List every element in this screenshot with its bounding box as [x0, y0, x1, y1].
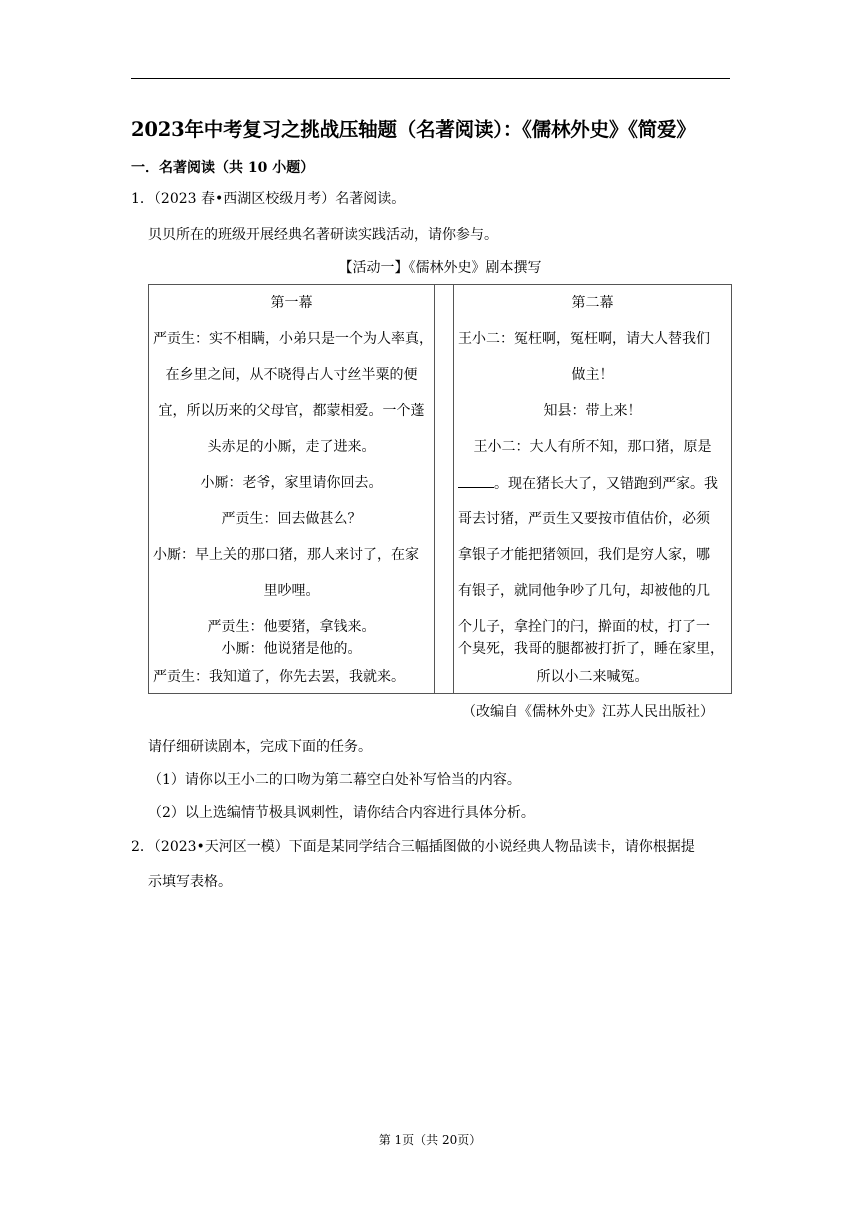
- header-rule: [131, 78, 730, 79]
- act-two-heading: 第二幕: [571, 295, 614, 311]
- act-two-blank-line: [454, 473, 731, 494]
- act-one-line: 小厮：他说猪是他的。: [221, 641, 362, 657]
- act-two-line: 做主！: [571, 367, 614, 383]
- question-1-stem: 1．（2023 春•西湖区校级月考）名著阅读。: [131, 191, 406, 207]
- act-one-line: 严贡生：他要猪，拿钱来。: [207, 619, 376, 635]
- act-one-line: 头赤足的小厮，走了进来。: [207, 439, 376, 455]
- column-divider: [435, 285, 454, 693]
- act-one-line: 里吵哩。: [263, 583, 320, 599]
- task-2: （2）以上选编情节极具讽刺性，请你结合内容进行具体分析。: [148, 805, 535, 821]
- act-one-line: 在乡里之间，从不晓得占人寸丝半粟的便: [165, 367, 418, 383]
- act-two-line: 所以小二来喊冤。: [536, 669, 649, 685]
- source-note: （改编自《儒林外史》江苏人民出版社）: [462, 704, 714, 720]
- act-one-heading: 第一幕: [270, 295, 313, 311]
- act-two-line: 王小二：冤枉啊，冤枉啊，请大人替我们: [458, 331, 710, 347]
- act-two-line-text: 。现在猪长大了，又错跑到严家。我: [494, 476, 718, 492]
- act-two-line: 王小二：大人有所不知，那口猪，原是: [473, 439, 712, 455]
- act-two-line: 个儿子，拿拴门的闩，擀面的杖，打了一: [458, 619, 710, 635]
- act-two-line: 有银子，就同他争吵了几句，却被他的几: [458, 583, 710, 599]
- question-2-stem: 2．（2023•天河区一模）下面是某同学结合三幅插图做的小说经典人物品读卡，请你根据提: [131, 839, 695, 855]
- page-title: 2023年中考复习之挑战压轴题（名著阅读）：《儒林外史》《简爱》: [131, 118, 696, 141]
- act-one-line: 宜，所以历来的父母官，都蒙相爱。一个蓬: [158, 403, 425, 419]
- section-heading: 一．名著阅读（共 10 小题）: [131, 160, 315, 176]
- question-2-stem-continued: 示填写表格。: [148, 874, 232, 890]
- question-1-intro: 贝贝所在的班级开展经典名著研读实践活动，请你参与。: [148, 227, 498, 243]
- act-one-line: 严贡生：我知道了，你先去罢，我就来。: [153, 669, 405, 685]
- act-one-column: [149, 285, 435, 693]
- table-caption: 【活动一】《儒林外史》剧本撰写: [338, 260, 542, 276]
- instruction: 请仔细研读剧本，完成下面的任务。: [148, 739, 372, 755]
- act-one-line: 小厮：早上关的那口猪，那人来讨了，在家: [153, 547, 419, 563]
- act-two-line: 知县：带上来！: [543, 403, 642, 419]
- act-two-column: [454, 285, 731, 693]
- act-two-line: 个臭死，我哥的腿都被打折了，睡在家里，: [458, 641, 724, 657]
- task-1: （1）请你以王小二的口吻为第二幕空白处补写恰当的内容。: [148, 772, 521, 788]
- script-table: [148, 284, 732, 694]
- page-footer: 第 1页（共 20页）: [378, 1133, 482, 1147]
- act-one-line: 严贡生：回去做甚么？: [221, 511, 362, 527]
- answer-blank[interactable]: [458, 473, 494, 488]
- act-two-line: 拿银子才能把猪领回，我们是穷人家，哪: [458, 547, 710, 563]
- act-one-line: 小厮：老爷，家里请你回去。: [200, 475, 383, 491]
- act-one-line: 严贡生：实不相瞒，小弟只是一个为人率真，: [153, 331, 433, 347]
- act-two-line: 哥去讨猪，严贡生又要按市值估价，必须: [458, 511, 710, 527]
